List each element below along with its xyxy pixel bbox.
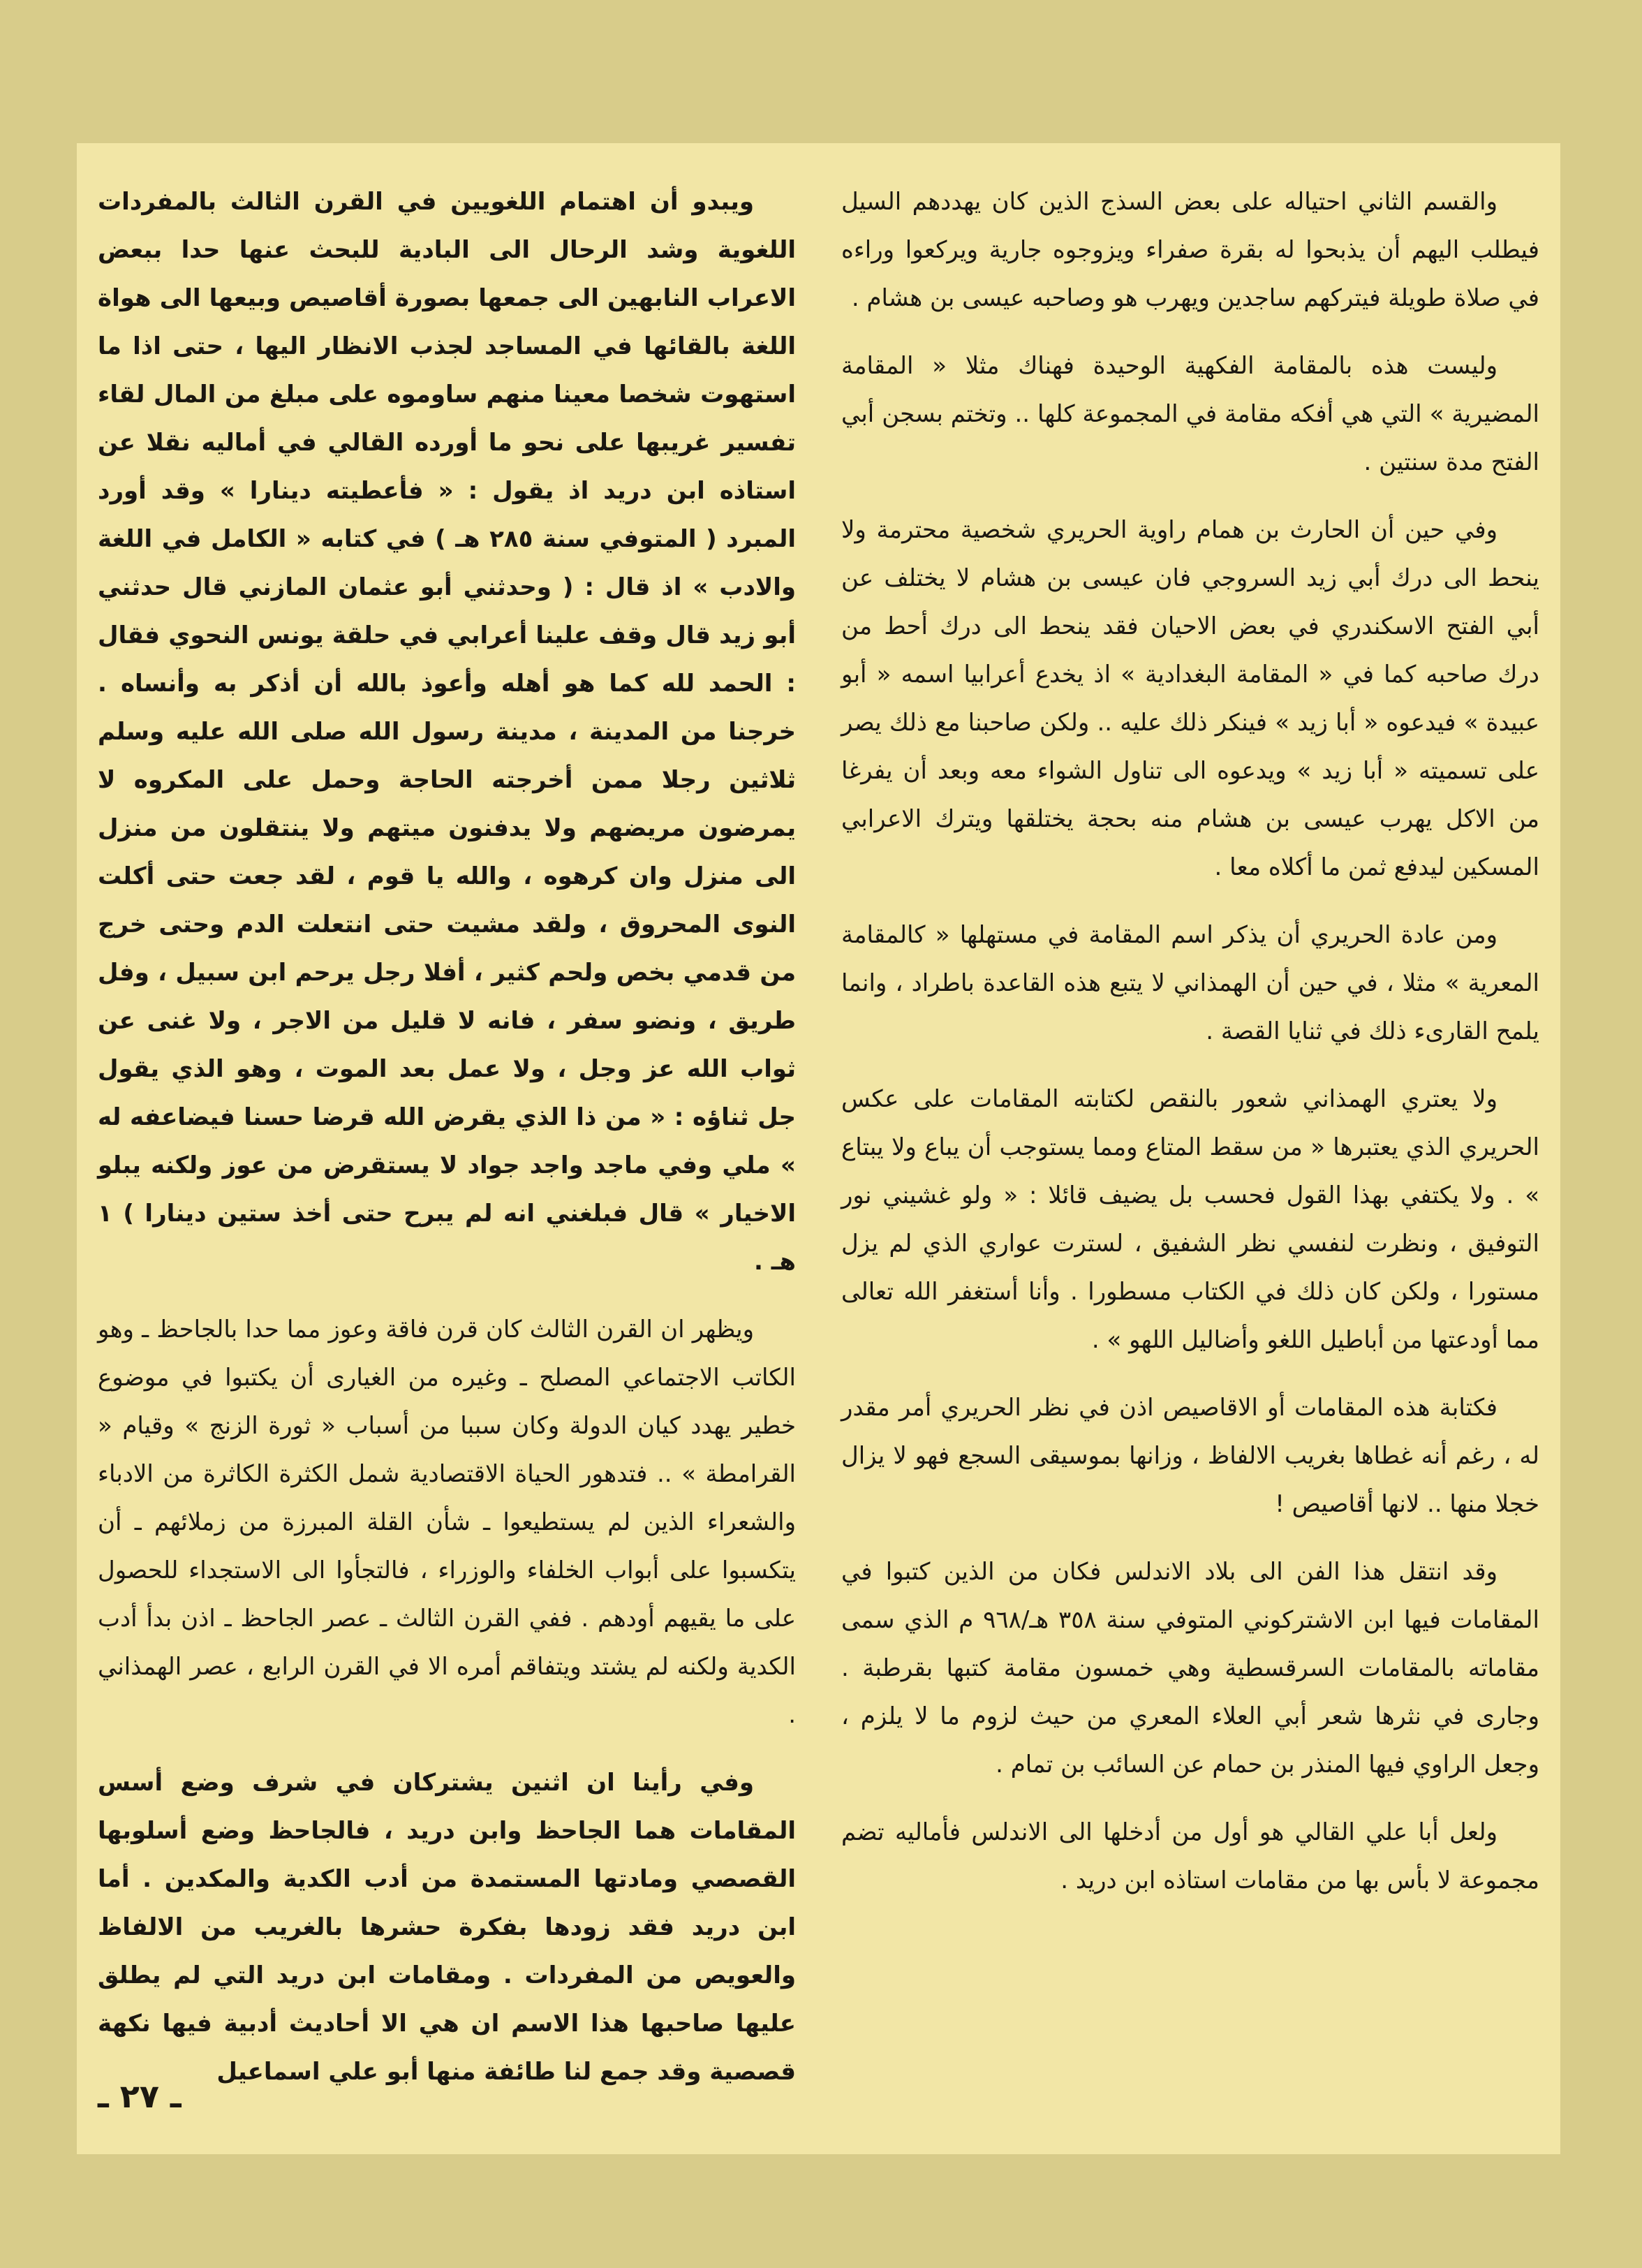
- right-text-column: [841, 178, 1539, 2056]
- paragraph: ويبدو أن اهتمام اللغويين في القرن الثالث بالمفردات اللغوية وشد الرحال الى البادية للبحث عنها حدا ببعض الاعراب النابهين الى جمعها بصورة أقاصيص وبيعها الى هواة اللغة بالقائها في المساجد لجذب الانظار اليها ، حتى اذا ما استهوت شخصا معينا منهم ساوموه على مبلغ من المال لقاء تفسير غريبها على نحو ما أورده القالي في أماليه نقلا عن استاذه ابن دريد اذ يقول : « فأعطيته دينارا » وقد أورد المبرد ( المتوفي سنة ٢٨٥ هـ ) في كتابه « الكامل في اللغة والادب » اذ قال : ( وحدثني أبو عثمان المازني قال حدثني أبو زيد قال وقف علينا أعرابي في حلقة يونس النحوي فقال : الحمد لله كما هو أهله وأعوذ بالله أن أذكر به وأنساه . خرجنا من المدينة ، مدينة رسول الله صلى الله عليه وسلم ثلاثين رجلا ممن أخرجته الحاجة وحمل على المكروه لا يمرضون مريضهم ولا يدفنون ميتهم ولا ينتقلون من منزل الى منزل وان كرهوه ، والله يا قوم ، لقد جعت حتى أكلت النوى المحروق ، ولقد مشيت حتى انتعلت الدم وحتى خرج من قدمي بخص ولحم كثير ، أفلا رجل يرحم ابن سبيل ، وفل طريق ، ونضو سفر ، فانه لا قليل من الاجر ، ولا غنى عن ثواب الله عز وجل ، ولا عمل بعد الموت ، وهو الذي يقول جل ثناؤه : « من ذا الذي يقرض الله قرضا حسنا فيضاعفه له » ملي وفي ماجد واجد جواد لا يستقرض من عوز ولكنه يبلو الاخيار » قال فبلغني انه لم يبرح حتى أخذ ستين دينارا ) ١ هـ .: [98, 188, 796, 1276]
- paragraph: فكتابة هذه المقامات أو الاقاصيص اذن في نظر الحريري أمر مقدر له ، رغم أنه غطاها بغريب الالفاظ ، وزانها بموسيقى السجع فهو لا يزال خجلا منها .. لانها أقاصيص !: [841, 1394, 1539, 1518]
- paragraph: ومن عادة الحريري أن يذكر اسم المقامة في مستهلها « كالمقامة المعرية » مثلا ، في حين أن الهمذاني لا يتبع هذه القاعدة باطراد ، وانما يلمح القارىء ذلك في ثنايا القصة .: [841, 921, 1539, 1045]
- paragraph: والقسم الثاني احتياله على بعض السذج الذين كان يهددهم السيل فيطلب اليهم أن يذبحوا له بقرة صفراء ويزوجوه جارية ويركعوا وراءه في صلاة طويلة فيتركهم ساجدين ويهرب هو وصاحبه عيسى بن هشام .: [841, 188, 1539, 312]
- paragraph: ولعل أبا علي القالي هو أول من أدخلها الى الاندلس فأماليه تضم مجموعة لا بأس بها من مقامات استاذه ابن دريد .: [841, 1818, 1539, 1894]
- paragraph: وفي رأينا ان اثنين يشتركان في شرف وضع أسس المقامات هما الجاحظ وابن دريد ، فالجاحظ وضع أسلوبها القصصي ومادتها المستمدة من أدب الكدية والمكدين . أما ابن دريد فقد زودها بفكرة حشرها بالغريب من الالفاظ والعويص من المفردات . ومقامات ابن دريد التي لم يطلق عليها صاحبها هذا الاسم ان هي الا أحاديث أدبية فيها نكهة قصصية وقد جمع لنا طائفة منها أبو علي اسماعيل: [98, 1769, 796, 2086]
- page-number: ـ ٢٧ ـ: [98, 2077, 182, 2115]
- paragraph: وفي حين أن الحارث بن همام راوية الحريري شخصية محترمة ولا ينحط الى درك أبي زيد السروجي فان عيسى بن هشام لا يختلف عن أبي الفتح الاسكندري في بعض الاحيان فقد ينحط الى درك أحط من درك صاحبه كما في « المقامة البغدادية » اذ يخدع أعرابيا اسمه « أبو عبيدة » فيدعوه « أبا زيد » فينكر ذلك عليه .. ولكن صاحبنا مع ذلك يصر على تسميته « أبا زيد » ويدعوه الى تناول الشواء معه وبعد أن يفرغا من الاكل يهرب عيسى بن هشام منه بحجة يختلقها ويترك الاعرابي المسكين ليدفع ثمن ما أكلاه معا .: [841, 516, 1539, 881]
- paragraph: وقد انتقل هذا الفن الى بلاد الاندلس فكان من الذين كتبوا في المقامات فيها ابن الاشتركوني المتوفي سنة ٣٥٨ هـ/٩٦٨ م الذي سمى مقاماته بالمقامات السرقسطية وهي خمسون مقامة كتبها بقرطبة . وجارى في نثرها شعر أبي العلاء المعري من حيث لزوم ما لا يلزم ، وجعل الراوي فيها المنذر بن حمام عن السائب بن تمام .: [841, 1558, 1539, 1779]
- left-text-column: [98, 178, 796, 2086]
- paragraph: وليست هذه بالمقامة الفكهية الوحيدة فهناك مثلا « المقامة المضيرية » التي هي أفكه مقامة في المجموعة كلها .. وتختم بسجن أبي الفتح مدة سنتين .: [841, 352, 1539, 476]
- paragraph: ولا يعتري الهمذاني شعور بالنقص لكتابته المقامات على عكس الحريري الذي يعتبرها « من سقط المتاع ومما يستوجب أن يباع ولا يبتاع » . ولا يكتفي بهذا القول فحسب بل يضيف قائلا : « ولو غشيني نور التوفيق ، ونظرت لنفسي نظر الشفيق ، لسترت عواري الذي لم يزل مستورا ، ولكن كان ذلك في الكتاب مسطورا . وأنا أستغفر الله تعالى مما أودعتها من أباطيل اللغو وأضاليل اللهو » .: [841, 1085, 1539, 1354]
- paragraph: ويظهر ان القرن الثالث كان قرن فاقة وعوز مما حدا بالجاحظ ـ وهو الكاتب الاجتماعي المصلح ـ وغيره من الغيارى أن يكتبوا في موضوع خطير يهدد كيان الدولة وكان سببا من أسباب « ثورة الزنج » وقيام « القرامطة » .. فتدهور الحياة الاقتصادية شمل الكثرة الكاثرة من الادباء والشعراء الذين لم يستطيعوا ـ شأن القلة المبرزة من زملائهم ـ أن يتكسبوا على أبواب الخلفاء والوزراء ، فالتجأوا الى الاستجداء للحصول على ما يقيهم أودهم . ففي القرن الثالث ـ عصر الجاحظ ـ اذن بدأ أدب الكدية ولكنه لم يشتد ويتفاقم أمره الا في القرن الرابع ، عصر الهمذاني .: [98, 1316, 796, 1729]
